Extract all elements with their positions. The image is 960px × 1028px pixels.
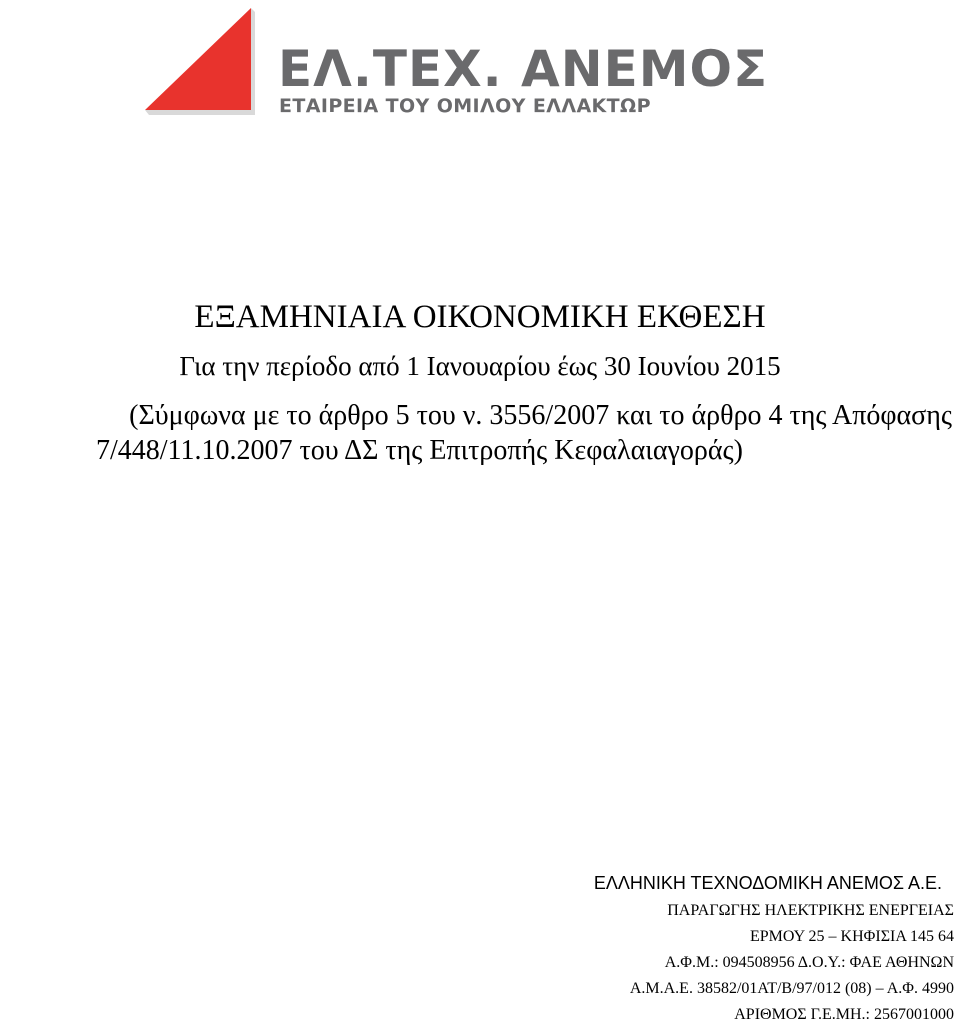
report-title: ΕΞΑΜΗΝΙΑΙΑ ΟΙΚΟΝΟΜΙΚΗ ΕΚΘΕΣΗ	[194, 299, 766, 335]
report-period: Για την περίοδο από 1 Ιανουαρίου έως 30 Ιουνίου 2015	[179, 351, 781, 381]
company-gemi-number: ΑΡΙΘΜΟΣ Γ.Ε.ΜΗ.: 2567001000	[734, 1006, 954, 1023]
company-activity: ΠΑΡΑΓΩΓΗΣ ΗΛΕΚΤΡΙΚΗΣ ΕΝΕΡΓΕΙΑΣ	[667, 902, 954, 919]
company-name: ΕΛΛΗΝΙΚΗ ΤΕΧΝΟΔΟΜΙΚΗ ΑΝΕΜΟΣ Α.Ε.	[593, 873, 942, 893]
company-tax-info: Α.Φ.Μ.: 094508956 Δ.Ο.Υ.: ΦΑΕ ΑΘΗΝΩΝ	[664, 954, 954, 971]
company-address: ΕΡΜΟΥ 25 – ΚΗΦΙΣΙΑ 145 64	[749, 928, 954, 945]
company-logo	[145, 8, 785, 120]
logo-company-name: ΕΛ.ΤΕΧ. ΑΝΕΜΟΣ	[278, 40, 769, 98]
legal-reference-line-1: (Σύμφωνα με το άρθρο 5 του ν. 3556/2007 και το άρθρο 4 της Απόφασης	[129, 400, 952, 431]
company-registry-number: Α.Μ.Α.Ε. 38582/01ΑΤ/Β/97/012 (08) – Α.Φ. 4990	[629, 980, 954, 997]
company-details	[254, 868, 954, 1028]
legal-reference-line-2: 7/448/11.10.2007 του ΔΣ της Επιτροπής Κεφαλαιαγοράς)	[96, 435, 743, 466]
logo-company-subtitle: ΕΤΑΙΡΕΙΑ ΤΟΥ ΟΜΙΛΟΥ ΕΛΛΑΚΤΩΡ	[279, 95, 651, 117]
logo-triangle-icon	[145, 8, 255, 120]
